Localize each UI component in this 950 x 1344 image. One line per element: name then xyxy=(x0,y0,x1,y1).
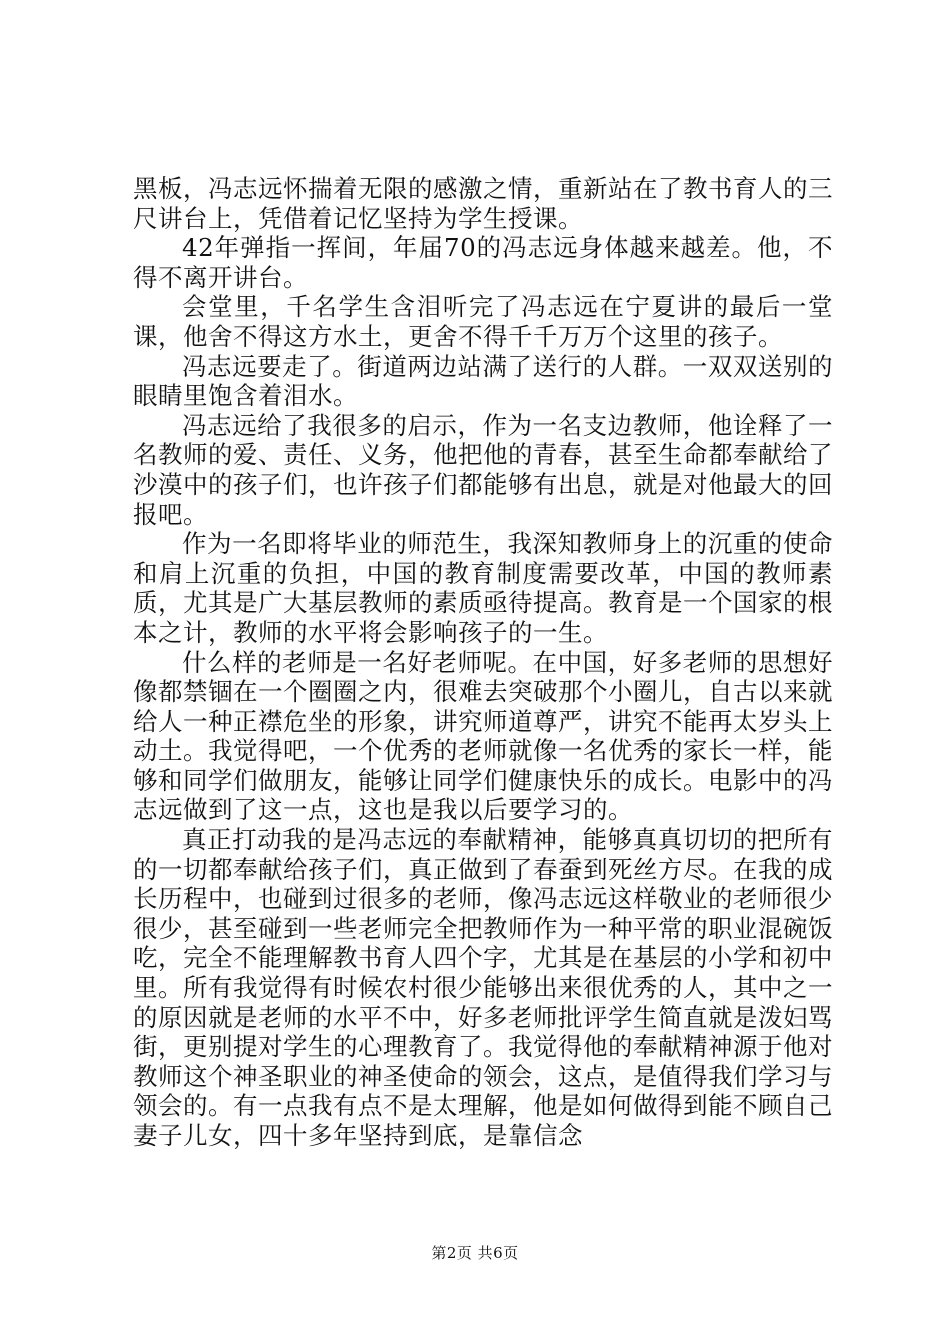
paragraph: 42年弹指一挥间，年届70的冯志远身体越来越差。他，不得不离开讲台。 xyxy=(133,233,833,292)
paragraph: 冯志远要走了。街道两边站满了送行的人群。一双双送别的眼睛里饱含着泪水。 xyxy=(133,351,833,411)
paragraph: 黑板，冯志远怀揣着无限的感激之情，重新站在了教书育人的三尺讲台上，凭借着记忆坚持为学生授课。 xyxy=(133,174,833,233)
paragraph: 真正打动我的是冯志远的奉献精神，能够真真切切的把所有的一切都奉献给孩子们，真正做到了春蚕到死丝方尽。在我的成长历程中，也碰到过很多的老师，像冯志远这样敬业的老师很少很少，甚至碰到一些老师完全把教师作为一种平常的职业混碗饭吃，完全不能理解教书育人四个字，尤其是在基层的小学和初中里。所有我觉得有时候农村很少能够出来很优秀的人，其中之一的原因就是老师的水平不中，好多老师批评学生简直就是泼妇骂街，更别提对学生的心理教育了。我觉得他的奉献精神源于他对教师这个神圣职业的神圣使命的领会，这点，是值得我们学习与领会的。有一点我有点不是太理解，他是如何做得到能不顾自己妻子儿女，四十多年坚持到底，是靠信念 xyxy=(133,825,833,1150)
paragraph: 什么样的老师是一名好老师呢。在中国，好多老师的思想好像都禁锢在一个圈圈之内，很难去突破那个小圈儿，自古以来就给人一种正襟危坐的形象，讲究师道尊严，讲究不能再太岁头上动土。我觉得吧，一个优秀的老师就像一名优秀的家长一样，能够和同学们做朋友，能够让同学们健康快乐的成长。电影中的冯志远做到了这一点，这也是我以后要学习的。 xyxy=(133,647,833,825)
paragraph: 会堂里，千名学生含泪听完了冯志远在宁夏讲的最后一堂课，他舍不得这方水土，更舍不得千千万万个这里的孩子。 xyxy=(133,292,833,351)
paragraph: 冯志远给了我很多的启示，作为一名支边教师，他诠释了一名教师的爱、责任、义务，他把他的青春，甚至生命都奉献给了沙漠中的孩子们，也许孩子们都能够有出息，就是对他最大的回报吧。 xyxy=(133,410,833,529)
document-body xyxy=(133,174,833,1151)
paragraph: 作为一名即将毕业的师范生，我深知教师身上的沉重的使命和肩上沉重的负担，中国的教育制度需要改革，中国的教师素质，尤其是广大基层教师的素质亟待提高。教育是一个国家的根本之计，教师的水平将会影响孩子的一生。 xyxy=(133,529,833,647)
page-number-footer: 第2页 共6页 xyxy=(431,1244,519,1262)
